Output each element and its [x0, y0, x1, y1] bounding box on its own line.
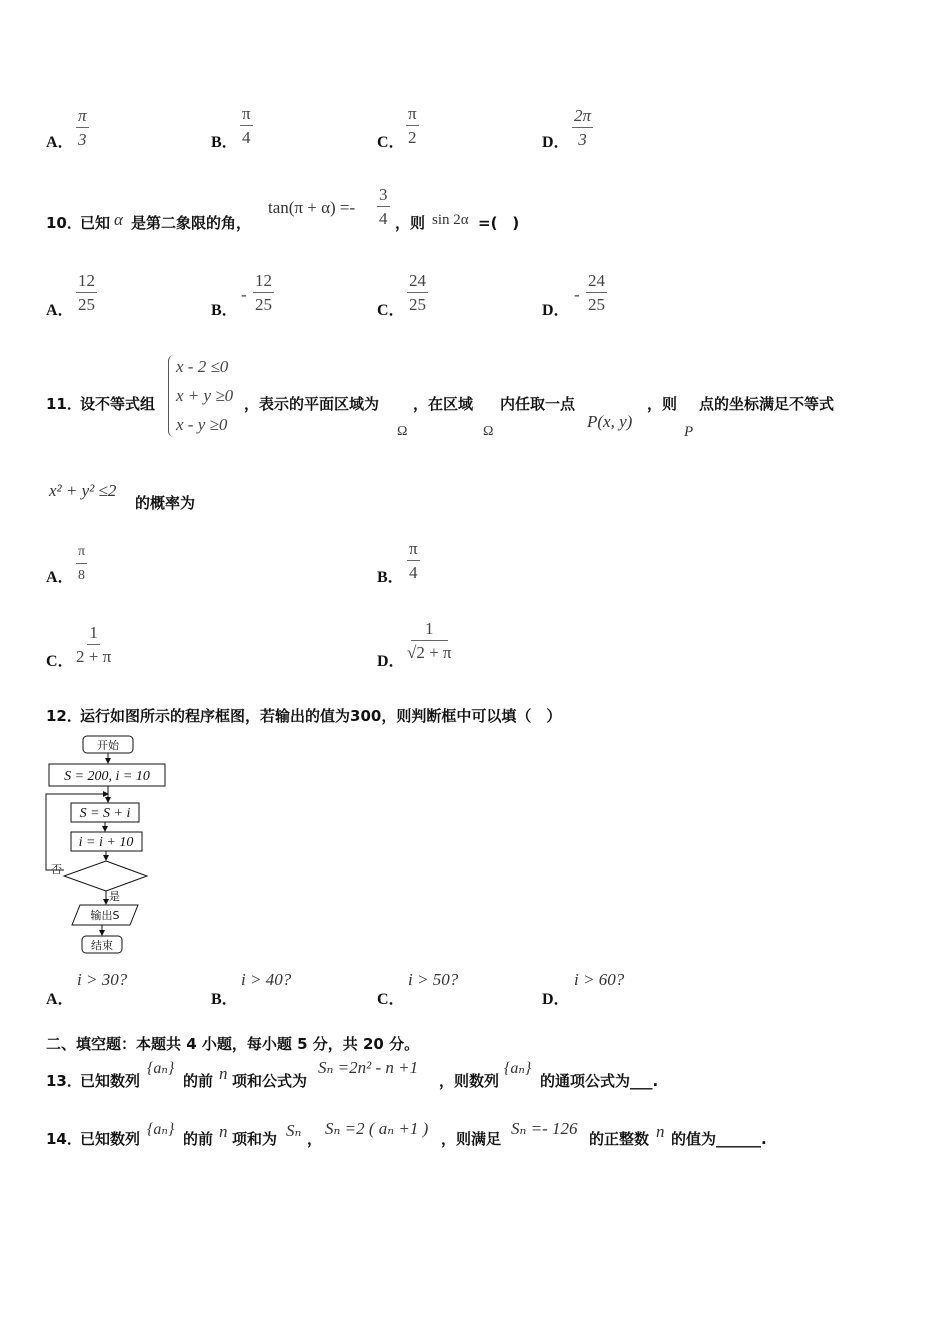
option-letter: D． — [542, 134, 570, 151]
option-expression: i > 40? — [241, 970, 292, 989]
option-fraction: $\frac{\pi}{4}$ — [409, 539, 418, 582]
inequality-row: x - y ≥0 — [176, 415, 228, 434]
question-text: ，则 — [647, 395, 678, 413]
question-text: =( ) — [478, 214, 520, 232]
math-n: n — [219, 1064, 228, 1083]
option-fraction: $\frac{\pi}{2}$ — [408, 104, 417, 147]
option-letter: A． — [46, 134, 74, 151]
flowchart-output-label: 输出S — [90, 909, 120, 922]
math-fraction: $\frac{3}{4}$ — [379, 185, 388, 228]
flowchart-end-label: 结束 — [91, 939, 113, 952]
question-number: 14． — [46, 1130, 82, 1148]
question-number: 13． — [46, 1072, 82, 1090]
math-formula: Sₙ =2n² - n +1 — [318, 1058, 419, 1077]
question-text: 已知 — [80, 214, 111, 232]
option-fraction: $\frac{12}{25}$ — [255, 271, 272, 314]
option-fraction: $\frac{\pi}{8}$ — [78, 544, 86, 583]
math-sequence: {aₙ} — [504, 1060, 532, 1077]
option-letter: D． — [542, 991, 570, 1008]
option-fraction: $\frac{1}{√2 + \pi}$ — [407, 619, 452, 662]
option-fraction: $\frac{12}{25}$ — [78, 271, 95, 314]
option-letter: C． — [377, 302, 405, 319]
question-text: 项和为 — [232, 1130, 278, 1148]
flowchart-yes-label: 是 — [109, 890, 120, 903]
option-fraction: $\frac{\pi}{4}$ — [242, 104, 251, 147]
question-text: 已知数列 — [80, 1072, 141, 1090]
option-letter: C． — [46, 653, 74, 670]
question-text: 项和公式为 — [232, 1072, 308, 1090]
question-text: 点的坐标满足不等式 — [699, 395, 835, 413]
option-letter: A． — [46, 302, 74, 319]
question-text: 是第二象限的角， — [131, 214, 252, 232]
option-letter: C． — [377, 134, 405, 151]
math-formula: Sₙ =2 ( aₙ +1 ) — [325, 1119, 429, 1138]
math-formula: Sₙ =- 126 — [511, 1119, 578, 1138]
option-fraction: $\frac{24}{25}$ — [409, 271, 426, 314]
math-alpha: α — [114, 210, 123, 229]
option-sign: - — [241, 285, 247, 304]
question-text: ，则 — [395, 214, 426, 232]
flowchart — [40, 732, 180, 958]
section-heading: 二、填空题：本题共 4 小题，每小题 5 分，共 20 分。 — [46, 1035, 420, 1053]
option-expression: i > 60? — [574, 970, 625, 989]
question-text: ，表示的平面区域为 — [244, 395, 380, 413]
system-brace — [168, 355, 175, 437]
question-text: 的值为______. — [671, 1130, 767, 1148]
math-omega: Ω — [397, 424, 408, 439]
option-sign: - — [574, 285, 580, 304]
math-sn: Sₙ — [286, 1121, 302, 1140]
question-text: 设不等式组 — [80, 395, 156, 413]
question-text: 的正整数 — [589, 1130, 650, 1148]
math-n: n — [219, 1122, 228, 1141]
math-point: P(x, y) — [587, 412, 633, 431]
math-inequality: x² + y² ≤2 — [49, 481, 117, 500]
math-sequence: {aₙ} — [147, 1121, 175, 1138]
question-number: 10． — [46, 214, 82, 232]
inequality-row: x + y ≥0 — [176, 386, 234, 405]
option-letter: C． — [377, 991, 405, 1008]
option-letter: B． — [211, 991, 238, 1008]
option-letter: D． — [542, 302, 570, 319]
question-number: 11． — [46, 395, 82, 413]
flowchart-decision — [64, 861, 147, 891]
math-expression: sin 2α — [432, 212, 469, 228]
option-letter: A． — [46, 569, 74, 586]
flowchart-no-label: 否 — [51, 863, 62, 876]
question-text: 已知数列 — [80, 1130, 141, 1148]
option-letter: A． — [46, 991, 74, 1008]
math-sequence: {aₙ} — [147, 1060, 175, 1077]
option-letter: B． — [211, 134, 238, 151]
flowchart-start-label: 开始 — [97, 739, 119, 752]
question-text: 的概率为 — [135, 494, 196, 512]
option-expression: i > 30? — [77, 970, 128, 989]
flowchart-step1-label: S = S + i — [79, 806, 131, 821]
option-fraction: $\frac{24}{25}$ — [588, 271, 605, 314]
question-text: 的前 — [183, 1072, 214, 1090]
flowchart-step2-label: i = i + 10 — [78, 835, 134, 850]
option-expression: i > 50? — [408, 970, 459, 989]
math-p: P — [684, 424, 694, 440]
option-letter: B． — [377, 569, 404, 586]
question-text: 的通项公式为___. — [540, 1072, 659, 1090]
option-fraction: $\frac{2\pi}{3}$ — [574, 106, 592, 149]
question-text: ，在区域 — [413, 395, 474, 413]
option-letter: D． — [377, 653, 405, 670]
option-fraction: $\frac{\pi}{3}$ — [78, 106, 87, 149]
option-fraction: $\frac{1}{2 + \pi}$ — [76, 623, 112, 666]
question-text: 内任取一点 — [500, 395, 576, 413]
option-letter: B． — [211, 302, 238, 319]
math-omega: Ω — [483, 424, 494, 439]
question-number: 12． — [46, 707, 82, 725]
math-n: n — [656, 1122, 665, 1141]
question-text: 的前 — [183, 1130, 214, 1148]
inequality-row: x - 2 ≤0 — [176, 357, 229, 376]
question-text: ，则满足 — [441, 1130, 502, 1148]
flowchart-init-label: S = 200, i = 10 — [64, 769, 150, 784]
math-expression: tan(π + α) =- — [268, 198, 356, 217]
question-text: ， — [307, 1130, 323, 1148]
question-text: ，则数列 — [439, 1072, 500, 1090]
question-text: 运行如图所示的程序框图，若输出的值为300，则判断框中可以填（ ） — [80, 707, 562, 725]
inequality-system — [176, 352, 233, 439]
